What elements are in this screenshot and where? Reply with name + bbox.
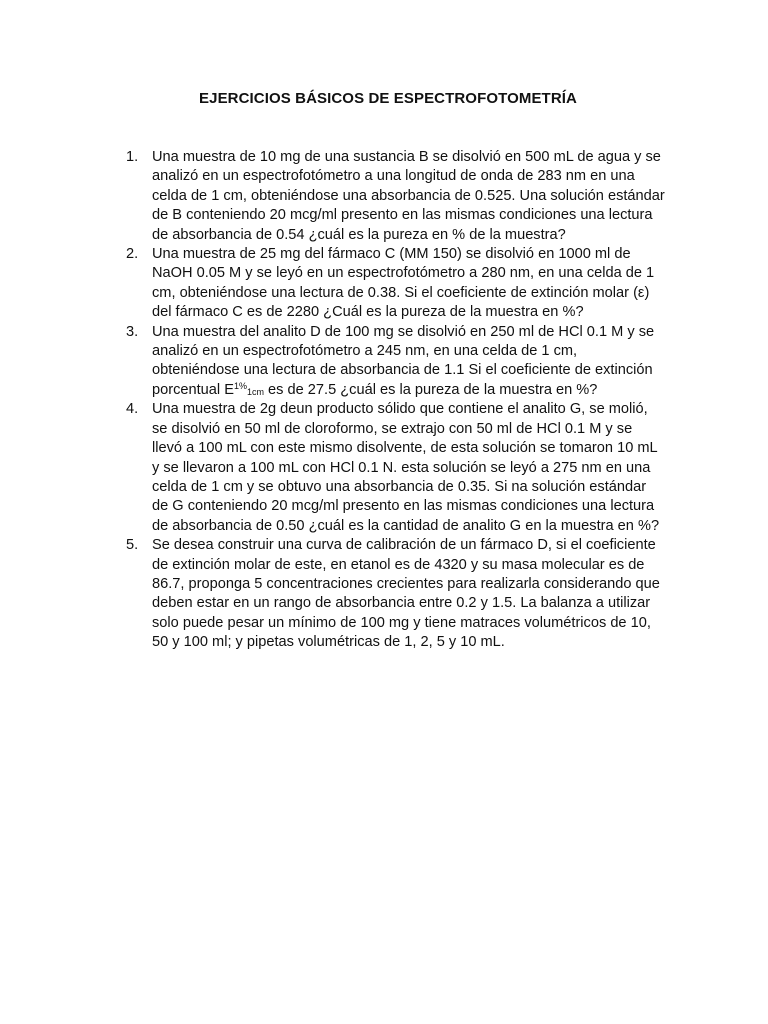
subscript: 1cm [246,386,264,397]
exercise-item-3 [126,323,666,401]
exercise-item-1 [126,148,666,245]
exercise-number: 2. [126,246,139,263]
exercise-text-part: Una muestra del analito D de 100 mg se disolvió en 250 ml de HCl 0.1 M y se analizó en un espectrofotómetro a 245 nm, en una celda de 1 cm, obteniéndose una lectura de absorbancia de 1.1 Si el coeficiente de extinción porcentual E [152,323,655,398]
exercise-text: Una muestra de 10 mg de una sustancia B se disolvió en 500 mL de agua y se analizó en un espectrofotómetro a una longitud de onda de 283 nm en una celda de 1 cm, obteniéndose una absorbancia de 0.525. Una solución estándar de B conteniendo 20 mcg/ml presento en las mismas condiciones una lectura de absorbancia de 0.54 ¿cuál es la pureza en % de la muestra? [152,149,665,243]
exercise-item-2 [126,245,666,323]
exercise-text: Una muestra de 2g deun producto sólido que contiene el analito G, se molió, se disolvió en 50 ml de cloroformo, se extrajo con 50 ml de HCl 0.1 M y se llevó a 100 mL con este mismo disolvente, de esta solución se tomaron 10 mL y se llevaron a 100 mL con HCl 0.1 N. esta solución se leyó a 275 nm en una celda de 1 cm y se obtuvo una absorbancia de 0.35. Si na solución estándar de G conteniendo 20 mcg/ml presento en las mismas condiciones una lectura de absorbancia de 0.50 ¿cuál es la cantidad de analito G en la muestra en %? [152,401,660,534]
exercise-item-5 [126,536,666,652]
exercise-item-4 [126,400,666,536]
exercise-number: 1. [126,149,139,165]
exercise-number: 3. [126,323,139,340]
exercise-text: Se desea construir una curva de calibración de un fármaco D, si el coeficiente de extinción molar de este, en etanol es de 4320 y su masa molecular es de 86.7, proponga 5 concentraciones crecientes para realizarla considerando que deben estar en un rango de absorbancia entre 0.2 y 1.5. La balanza a utilizar solo puede pesar un mínimo de 100 mg y tiene matraces volumétricos de 10, 50 y 100 ml; y pipetas volumétricas de 1, 2, 5 y 10 mL. [152,537,660,651]
exercise-list [126,148,666,653]
superscript: 1% [233,380,247,391]
exercise-text: Una muestra de 25 mg del fármaco C (MM 150) se disolvió en 1000 ml de NaOH 0.05 M y se leyó en un espectrofotómetro a 280 nm, en una celda de 1 cm, obteniéndose una lectura de 0.38. Si el coeficiente de extinción molar (ε) del fármaco C es de 2280 ¿Cuál es la pureza de la muestra en %? [152,246,655,321]
exercise-text [152,323,666,401]
exercise-text-part: es de 27.5 ¿cuál es la pureza de la muestra en %? [263,381,598,398]
exercise-number: 4. [126,401,139,418]
exercise-number: 5. [126,537,139,554]
document-title: EJERCICIOS BÁSICOS DE ESPECTROFOTOMETRÍA [199,90,577,107]
